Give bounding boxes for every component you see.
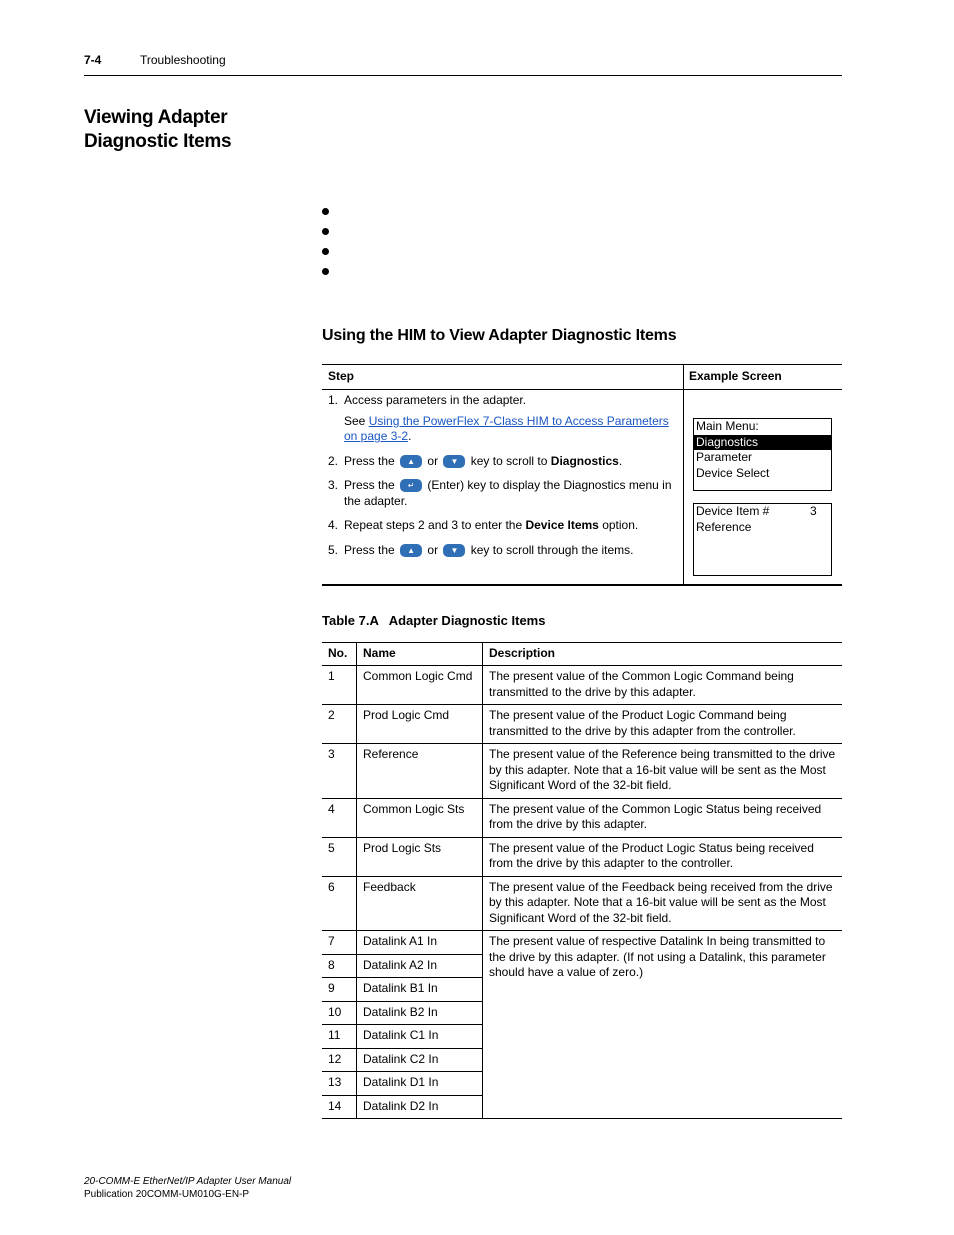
bullet-icon <box>322 228 329 235</box>
device-item-label: Device Item # <box>696 504 770 518</box>
name-column-header: Name <box>357 643 483 666</box>
footer-publication: Publication 20COMM-UM010G-EN-P <box>84 1189 250 1200</box>
device-item-screen <box>693 503 832 576</box>
row-name: Prod Logic Sts <box>357 837 483 876</box>
section-title: Viewing Adapter Diagnostic Items <box>84 107 232 152</box>
steps-table <box>322 364 842 586</box>
row-name: Reference <box>357 744 483 799</box>
enter-key-icon: ↵ <box>400 479 422 492</box>
row-description: The present value of the Product Logic Status being received from the drive by this adapter to the controller. <box>483 837 843 876</box>
step-text: Press the <box>344 542 395 557</box>
row-number: 13 <box>322 1072 357 1096</box>
row-name: Datalink D2 In <box>357 1095 483 1119</box>
screen-line: Reference <box>696 519 752 534</box>
period: . <box>408 429 412 443</box>
table-row <box>322 666 842 705</box>
step-number: 2. <box>328 453 339 468</box>
screen-line <box>694 504 831 520</box>
step-text: option. <box>602 518 639 532</box>
row-number: 2 <box>322 705 357 744</box>
step-3 <box>328 478 678 509</box>
down-arrow-key-icon: ▼ <box>443 544 465 557</box>
diagnostic-items-table <box>322 642 842 1119</box>
or-text: or <box>427 453 439 468</box>
row-number: 4 <box>322 798 357 837</box>
row-name: Datalink B2 In <box>357 1001 483 1025</box>
row-name: Common Logic Sts <box>357 798 483 837</box>
row-number: 9 <box>322 978 357 1002</box>
step-4 <box>328 518 678 534</box>
step-column-header: Step <box>328 369 355 383</box>
table-row <box>322 931 842 955</box>
steps-header-row <box>322 365 842 390</box>
row-description: The present value of the Product Logic Command being transmitted to the drive by this adapter from the controller. <box>483 705 843 744</box>
row-name: Datalink A1 In <box>357 931 483 955</box>
table-body <box>322 666 842 1119</box>
step-number: 3. <box>328 478 339 492</box>
step-text: (Enter) key to display the Diagnostics menu in the adapter. <box>344 478 672 508</box>
device-item-value: 3 <box>810 504 817 518</box>
row-name: Datalink D1 In <box>357 1072 483 1096</box>
table-row <box>322 837 842 876</box>
screen-line: Device Select <box>696 465 770 480</box>
row-number: 10 <box>322 1001 357 1025</box>
step-text: Press the <box>344 478 395 492</box>
row-name: Common Logic Cmd <box>357 666 483 705</box>
table-caption: Table 7.A Adapter Diagnostic Items <box>322 613 546 628</box>
step-text: key to scroll to <box>470 453 548 468</box>
row-description: The present value of the Common Logic Status being received from the drive by this adapter. <box>483 798 843 837</box>
step-text: key to scroll through the items. <box>470 542 634 557</box>
row-name: Datalink A2 In <box>357 954 483 978</box>
him-access-link[interactable]: Using the PowerFlex 7-Class HIM to Access Parameters on page 3-2 <box>344 413 669 443</box>
footer-manual: 20-COMM-E EtherNet/IP Adapter User Manual <box>84 1176 292 1187</box>
table-row <box>322 744 842 799</box>
header-rule <box>84 75 842 76</box>
diagnostics-term: Diagnostics <box>550 453 619 468</box>
row-number: 1 <box>322 666 357 705</box>
row-name: Datalink B1 In <box>357 978 483 1002</box>
see-text: See <box>344 413 369 428</box>
table-row <box>322 798 842 837</box>
row-name: Prod Logic Cmd <box>357 705 483 744</box>
bullet-icon <box>322 268 329 275</box>
chapter-title: Troubleshooting <box>140 53 226 67</box>
row-number: 8 <box>322 954 357 978</box>
main-menu-screen <box>693 418 832 491</box>
row-number: 7 <box>322 931 357 955</box>
row-number: 6 <box>322 876 357 931</box>
screen-selected-line: Diagnostics <box>694 435 831 451</box>
step-number: 1. <box>328 393 339 407</box>
up-arrow-key-icon: ▲ <box>400 455 422 468</box>
bullet-icon <box>322 208 329 215</box>
screen-line: Main Menu: <box>696 419 759 433</box>
period: . <box>618 453 623 468</box>
step-text: Repeat steps 2 and 3 to enter the <box>344 518 523 532</box>
bullet-icon <box>322 248 329 255</box>
down-arrow-key-icon: ▼ <box>443 455 465 468</box>
step-number: 5. <box>328 542 339 557</box>
step-text: Press the <box>344 453 395 468</box>
screen-line: Parameter <box>696 450 753 464</box>
row-number: 14 <box>322 1095 357 1119</box>
step-list <box>328 393 678 567</box>
column-divider <box>683 365 684 584</box>
row-number: 5 <box>322 837 357 876</box>
table-row <box>322 705 842 744</box>
row-number: 3 <box>322 744 357 799</box>
table-row <box>322 876 842 931</box>
page-number: 7-4 <box>84 53 102 67</box>
step-number: 4. <box>328 518 339 532</box>
row-description: The present value of the Common Logic Command being transmitted to the drive by this adapter. <box>483 666 843 705</box>
table-header-row <box>322 643 842 666</box>
device-items-term: Device Items <box>525 518 599 532</box>
or-text: or <box>427 542 439 557</box>
row-number: 12 <box>322 1048 357 1072</box>
row-description: The present value of respective Datalink In being transmitted to the drive by this adapter. (If not using a Datalink, this parameter should have a value of zero.) <box>483 931 843 1119</box>
step-5 <box>328 543 678 559</box>
step-text: Access parameters in the adapter. <box>344 393 527 407</box>
up-arrow-key-icon: ▲ <box>400 544 422 557</box>
description-column-header: Description <box>483 643 843 666</box>
row-description: The present value of the Reference being transmitted to the drive by this adapter. Note that a 16-bit value will be sent as the Most Significant Word of the 32-bit field. <box>483 744 843 799</box>
row-name: Datalink C1 In <box>357 1025 483 1049</box>
step-1 <box>328 393 678 445</box>
row-name: Datalink C2 In <box>357 1048 483 1072</box>
screen-column-header: Example Screen <box>689 369 782 383</box>
row-name: Feedback <box>357 876 483 931</box>
row-description: The present value of the Feedback being received from the drive by this adapter. Note that a 16-bit value will be sent as the Most Significant Word of the 32-bit field. <box>483 876 843 931</box>
subsection-title: Using the HIM to View Adapter Diagnostic Items <box>322 327 677 344</box>
no-column-header: No. <box>322 643 357 666</box>
step-2 <box>328 454 678 470</box>
row-number: 11 <box>322 1025 357 1049</box>
